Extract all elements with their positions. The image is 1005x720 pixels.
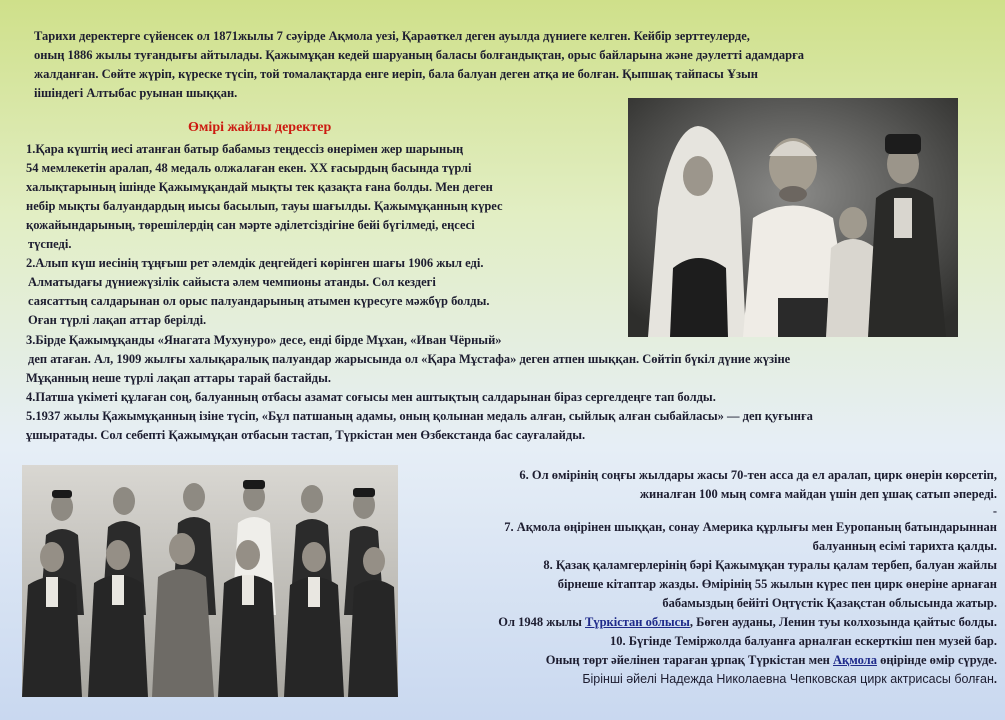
intro-line: іішіндегі Алтыбас руынан шыққан. <box>34 86 238 100</box>
fact-text: Бірінші әйелі Надежда Николаевна Чепковская цирк актрисасы болған <box>582 672 994 686</box>
fact-line: Алматыдағы дүниежүзілік сайыста әлем чемпионы атанды. Сол кездегі <box>28 275 436 289</box>
fact-line: балуанның есімі тарихта қалды. <box>812 539 997 553</box>
akmola-link[interactable]: Ақмола <box>833 653 877 667</box>
fact-line: 54 мемлекетін аралап, 48 медаль олжалаған екен. XX ғасырдың басында түрлі <box>26 161 472 175</box>
fact-line: 10. Бүгінде Теміржолда балуанға арналған ескерткіш пен музей бар. <box>609 634 997 648</box>
fact-text: өңірінде өмір сүруде. <box>876 653 997 667</box>
facts-left <box>26 140 503 330</box>
fact-text: Ол 1948 жылы <box>498 615 585 629</box>
fact-line: халықтарының ішінде Қажымұқандай мықты тек қазақта ғана болды. Мен деген <box>26 180 493 194</box>
fact-line: небір мықты балуандардың иысы басылып, тауы шағылды. Қажымұқанның күрес <box>26 199 503 213</box>
family-photo <box>628 98 958 337</box>
fact-line: - <box>992 504 997 518</box>
fact-line: Оған түрлі лақап аттар берілді. <box>28 313 207 327</box>
fact-line: 6. Ол өмірінің соңғы жылдары жасы 70-тен асса да ел аралап, цирк өнерін көрсетіп, <box>519 468 997 482</box>
fact-line: 4.Патша үкіметі құлаған соң, балуанның отбасы азамат соғысы мен аштықтың салдарынан біраз сергелдеңге тап болды. <box>26 390 716 404</box>
group-photo <box>22 465 398 697</box>
fact-line: бабамыздың бейіті Оңтүстік Қазақстан облысында жатыр. <box>662 596 997 610</box>
intro-line: оның 1886 жылы туғандығы айтылады. Қажымұқан кедей шаруаның баласы болғандықтан, орыс байларына және дәулетті адамдарға <box>34 48 805 62</box>
fact-line <box>397 651 997 670</box>
section-title: Өмірі жайлы деректер <box>188 120 332 135</box>
fact-line: 7. Ақмола өңірінен шыққан, сонау Америка құрлығы мен Еуропаның батындарыннан <box>504 520 997 534</box>
fact-line: бірнеше кітаптар жазды. Өмірінің 55 жылын күрес пен цирк өнеріне арнаған <box>557 577 997 591</box>
fact-line: 1.Қара күштің иесі атанған батыр бабамыз теңдессіз өнерімен жер шарының <box>26 142 464 156</box>
fact-line: ұшыратады. Сол себепті Қажымұқан отбасын тастап, Түркістан мен Өзбекстанда бас сауғалайды. <box>26 428 586 442</box>
fact-line: 5.1937 жылы Қажымұқанның ізіне түсіп, «Бұл патшаның адамы, оның қолынан медаль алған, сыйлық алған сыбайласы» — деп қуғынға <box>26 409 813 423</box>
facts-right <box>397 466 997 689</box>
fact-line: 8. Қазақ қаламгерлерінің бәрі Қажымұқан туралы қалам тербеп, балуан жайлы <box>543 558 997 572</box>
fact-text: Оның төрт әйелінен тараған ұрпақ Түркістан мен <box>545 653 834 667</box>
fact-text: . <box>993 672 997 686</box>
fact-line: Мұқанның неше түрлі лақап аттары тарай бастайды. <box>26 371 332 385</box>
fact-line <box>397 670 997 689</box>
intro-line: Тарихи деректерге сүйенсек ол 1871жылы 7 сәуірде Ақмола уезі, Қараөткел деген ауылда дүниеге келген. Кейбір зерттеулерде, <box>34 29 750 43</box>
intro-paragraph <box>34 27 804 103</box>
fact-line: түспеді. <box>28 237 72 251</box>
fact-line: қожайындарының, төрешілердің сан мәрте әділетсіздігіне бейі бүгілмеді, еңсесі <box>26 218 475 232</box>
fact-line: 2.Алып күш иесінің тұңғыш рет әлемдік деңгейдегі көрінген шағы 1906 жыл еді. <box>26 256 484 270</box>
facts-wide <box>26 331 813 445</box>
fact-line: деп атаған. Ал, 1909 жылғы халықаралық палуандар жарысында ол «Қара Мұстафа» деген атпен шыққан. Сөйтіп бүкіл дүние жүзіне <box>28 352 791 366</box>
intro-line: жалданған. Сөйте жүріп, күреске түсіп, той томалақтарда енге иеріп, бала балуан деген атқа ие болған. Қыпшақ тайпасы Ұзын <box>34 67 758 81</box>
fact-line: жиналған 100 мың сомға майдан үшін деп ұшақ сатып әпереді. <box>639 487 997 501</box>
fact-line: саясаттың салдарынан ол орыс палуандарының атымен күресуге мәжбүр болды. <box>28 294 490 308</box>
fact-line: 3.Бірде Қажымұқанды «Янагата Мухунуро» десе, енді бірде Мұхан, «Иван Чёрный» <box>26 333 502 347</box>
fact-text: , Бөген ауданы, Ленин туы колхозында қайтыс болды. <box>689 615 997 629</box>
turkistan-region-link[interactable]: Түркістан облысы <box>585 615 690 629</box>
fact-line <box>397 613 997 632</box>
